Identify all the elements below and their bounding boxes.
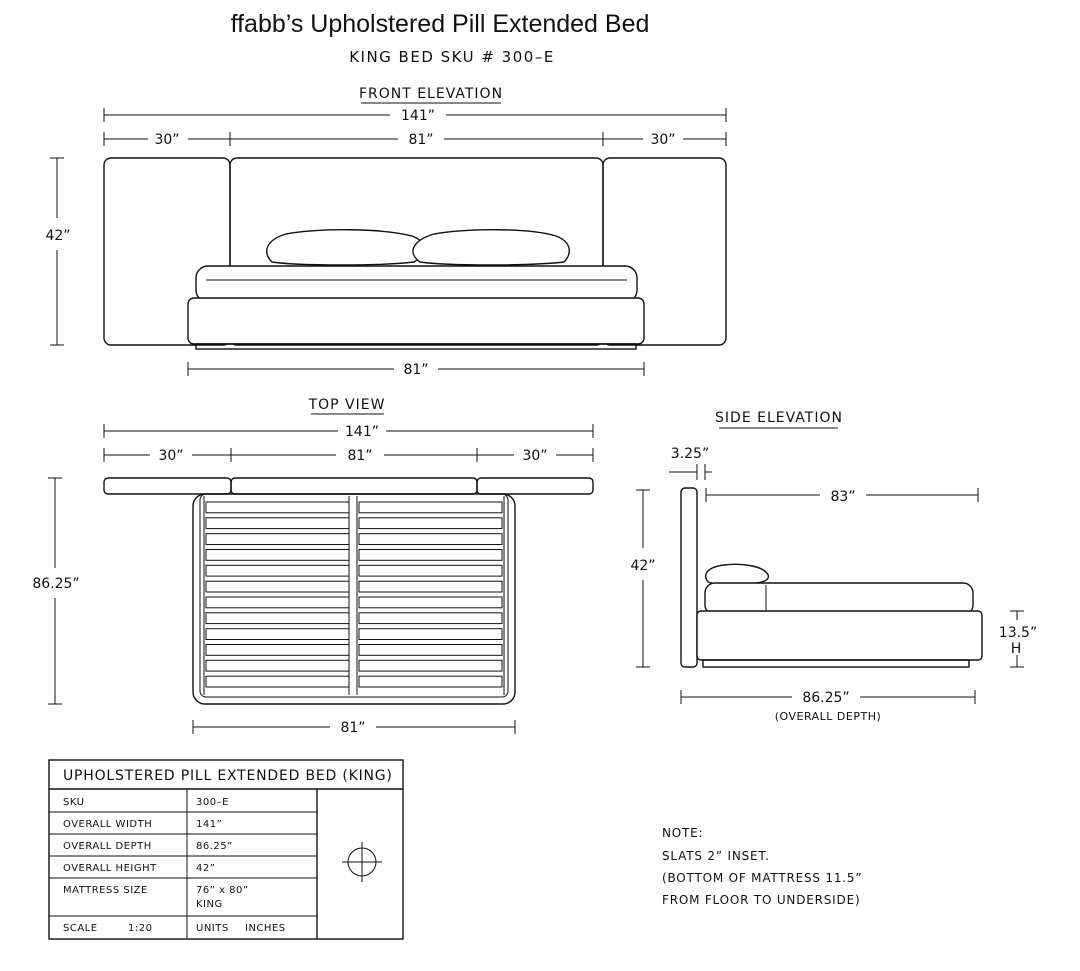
top-bed-width-value: 81” xyxy=(340,720,366,736)
top-bed-width-dimension xyxy=(193,720,515,736)
side-frame-height-value: 13.5” xyxy=(998,625,1038,641)
bed-slat xyxy=(359,550,502,561)
note-line: (BOTTOM OF MATTRESS 11.5” xyxy=(662,871,863,885)
top-right-panel-width: 30” xyxy=(522,448,548,464)
bed-slat xyxy=(206,597,349,608)
top-depth-value: 86.25” xyxy=(32,576,80,592)
front-height-value: 42” xyxy=(45,228,71,244)
side-elevation-label: SIDE ELEVATION xyxy=(715,410,843,426)
front-elevation-view xyxy=(45,86,726,378)
spec-row-value: 300–E xyxy=(196,797,229,808)
front-elevation-label: FRONT ELEVATION xyxy=(358,86,504,102)
bed-slat xyxy=(206,534,349,545)
front-left-panel-width: 30” xyxy=(154,132,180,148)
front-right-panel-width: 30” xyxy=(650,132,676,148)
drawing-note xyxy=(662,826,862,907)
spec-row-value: 141” xyxy=(196,819,223,830)
drawing-title: ffabb’s Upholstered Pill Extended Bed xyxy=(230,10,650,38)
bed-slat xyxy=(206,565,349,576)
note-line: FROM FLOOR TO UNDERSIDE) xyxy=(662,893,861,907)
front-bed-width-dimension xyxy=(188,362,644,378)
spec-row-value: 86.25” xyxy=(196,841,233,852)
units-label: UNITS xyxy=(196,923,229,934)
spec-row-label: OVERALL HEIGHT xyxy=(63,863,157,874)
side-overall-depth-note: (OVERALL DEPTH) xyxy=(774,710,882,723)
front-bed-base xyxy=(188,298,644,344)
side-overall-depth-dimension xyxy=(681,690,975,723)
front-overall-width-dimension xyxy=(104,108,726,124)
bed-slat xyxy=(359,565,502,576)
side-headboard-thickness-value: 3.25” xyxy=(670,446,710,462)
front-panel-width-dimensions xyxy=(104,132,726,148)
spec-row-label: OVERALL DEPTH xyxy=(63,841,152,852)
bed-slat xyxy=(206,676,349,687)
top-view xyxy=(32,397,593,736)
bed-slat xyxy=(206,629,349,640)
bed-slat xyxy=(359,613,502,624)
side-pillow xyxy=(706,564,769,584)
bed-slat xyxy=(206,550,349,561)
top-bed-slats xyxy=(206,502,502,687)
bed-slat xyxy=(206,660,349,671)
front-mattress xyxy=(196,266,637,302)
spec-row-value-secondary: KING xyxy=(196,899,223,910)
crosshair-symbol xyxy=(342,842,382,882)
front-right-pillow xyxy=(413,230,569,265)
side-elevation-view xyxy=(630,410,1037,723)
bed-slat xyxy=(359,660,502,671)
side-height-dimension xyxy=(630,490,655,667)
bed-slat xyxy=(359,502,502,513)
drawing-subtitle: KING BED SKU # 300–E xyxy=(349,48,555,66)
bed-slat xyxy=(206,502,349,513)
units-value: INCHES xyxy=(245,923,286,934)
spec-row-label: OVERALL WIDTH xyxy=(63,819,153,830)
spec-row-value: 76” x 80” xyxy=(196,885,249,896)
spec-row-value: 42” xyxy=(196,863,216,874)
side-frame-height-note: H xyxy=(1010,641,1022,657)
side-length-dimension xyxy=(706,488,978,505)
top-center-panel-width: 81” xyxy=(347,448,373,464)
front-bed-width-value: 81” xyxy=(403,362,429,378)
spec-table xyxy=(49,760,403,939)
side-mattress xyxy=(705,583,973,615)
side-length-value: 83” xyxy=(830,489,856,505)
front-left-pillow xyxy=(267,230,425,265)
top-view-label: TOP VIEW xyxy=(308,397,386,413)
top-right-headboard-panel xyxy=(477,478,593,494)
spec-table-header: UPHOLSTERED PILL EXTENDED BED (KING) xyxy=(63,768,393,784)
front-overall-width-value: 141” xyxy=(401,108,435,124)
front-height-dimension xyxy=(45,158,70,345)
top-center-headboard-panel xyxy=(231,478,477,494)
top-panel-width-dimensions xyxy=(104,448,593,464)
note-line: SLATS 2” INSET. xyxy=(662,849,770,863)
bed-slat xyxy=(359,534,502,545)
side-overall-depth-value: 86.25” xyxy=(802,690,850,706)
side-headboard-thickness-dimension xyxy=(669,446,712,480)
scale-value: 1:20 xyxy=(128,923,153,934)
side-frame-height-dimension xyxy=(999,611,1037,667)
bed-slat xyxy=(206,581,349,592)
bed-slat xyxy=(206,613,349,624)
side-bed-plinth xyxy=(703,660,969,667)
side-headboard xyxy=(681,488,697,667)
side-height-value: 42” xyxy=(630,558,656,574)
note-heading: NOTE: xyxy=(662,826,704,840)
top-overall-width-dimension xyxy=(104,424,593,440)
top-left-headboard-panel xyxy=(104,478,231,494)
top-depth-dimension xyxy=(32,478,79,704)
scale-label: SCALE xyxy=(63,923,98,934)
top-left-panel-width: 30” xyxy=(158,448,184,464)
side-bed-base xyxy=(697,611,982,660)
spec-row-label: MATTRESS SIZE xyxy=(63,885,148,896)
bed-slat xyxy=(359,597,502,608)
top-overall-width-value: 141” xyxy=(345,424,379,440)
spec-row-label: SKU xyxy=(63,797,85,808)
bed-slat xyxy=(359,676,502,687)
bed-slat xyxy=(359,645,502,656)
bed-slat xyxy=(206,518,349,529)
bed-slat xyxy=(359,518,502,529)
bed-slat xyxy=(359,581,502,592)
bed-slat xyxy=(359,629,502,640)
bed-slat xyxy=(206,645,349,656)
front-center-panel-width: 81” xyxy=(408,132,434,148)
